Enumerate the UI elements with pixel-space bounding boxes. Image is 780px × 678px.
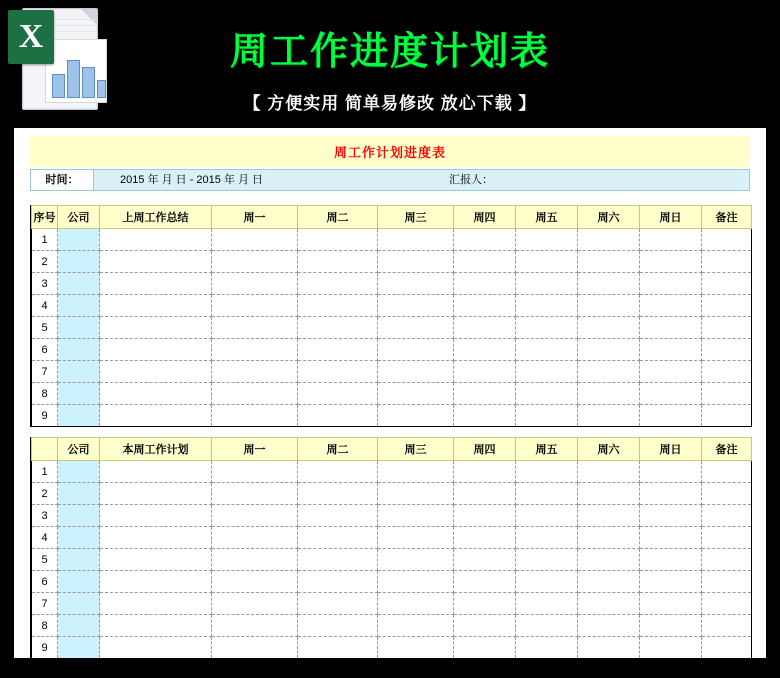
cell-remark[interactable] — [702, 505, 752, 527]
table-row — [32, 593, 752, 615]
cell-remark[interactable] — [702, 593, 752, 615]
th-sun: 周日 — [640, 438, 702, 461]
cell-input[interactable] — [640, 339, 702, 361]
cell-input[interactable] — [516, 593, 578, 615]
cell-input[interactable] — [100, 637, 212, 659]
cell-input[interactable] — [578, 251, 640, 273]
time-value[interactable]: 2015 年 月 日 - 2015 年 月 日 — [94, 170, 449, 190]
cell-input[interactable] — [454, 461, 516, 483]
cell-remark[interactable] — [702, 229, 752, 251]
last-week-table — [30, 205, 750, 427]
th-mon: 周一 — [212, 438, 298, 461]
cell-input[interactable] — [516, 317, 578, 339]
cell-remark[interactable] — [702, 339, 752, 361]
row-number: 7 — [32, 593, 58, 615]
th-sun: 周日 — [640, 206, 702, 229]
cell-input[interactable] — [578, 637, 640, 659]
cell-input[interactable] — [100, 571, 212, 593]
cell-input[interactable] — [298, 251, 378, 273]
th-company: 公司 — [58, 438, 100, 461]
row-number: 8 — [32, 383, 58, 405]
cell-input[interactable] — [640, 461, 702, 483]
cell-input[interactable] — [578, 461, 640, 483]
cell-input[interactable] — [378, 571, 454, 593]
th-fri: 周五 — [516, 438, 578, 461]
cell-input[interactable] — [578, 317, 640, 339]
row-number: 4 — [32, 527, 58, 549]
cell-input[interactable] — [298, 317, 378, 339]
table-row — [32, 549, 752, 571]
cell-input[interactable] — [516, 295, 578, 317]
cell-input[interactable] — [298, 383, 378, 405]
meta-row — [30, 169, 750, 191]
table-row — [32, 229, 752, 251]
cell-input[interactable] — [212, 505, 298, 527]
cell-input[interactable] — [212, 461, 298, 483]
page-title: 周工作进度计划表 — [229, 29, 550, 73]
row-number: 9 — [32, 405, 58, 427]
cell-input[interactable] — [578, 383, 640, 405]
cell-input[interactable] — [516, 361, 578, 383]
cell-input[interactable] — [578, 527, 640, 549]
reporter-label[interactable]: 汇报人： — [449, 170, 749, 190]
cell-input[interactable] — [454, 527, 516, 549]
cell-input[interactable] — [100, 505, 212, 527]
cell-company[interactable] — [58, 405, 100, 427]
cell-company[interactable] — [58, 339, 100, 361]
table-row — [32, 571, 752, 593]
cell-input[interactable] — [100, 461, 212, 483]
cell-company[interactable] — [58, 229, 100, 251]
cell-input[interactable] — [516, 273, 578, 295]
cell-input[interactable] — [212, 229, 298, 251]
cell-input[interactable] — [578, 505, 640, 527]
row-number: 6 — [32, 339, 58, 361]
th-tue: 周二 — [298, 438, 378, 461]
cell-input[interactable] — [516, 339, 578, 361]
cell-company[interactable] — [58, 317, 100, 339]
cell-input[interactable] — [454, 383, 516, 405]
cell-input[interactable] — [212, 637, 298, 659]
cell-input[interactable] — [378, 229, 454, 251]
row-number: 1 — [32, 229, 58, 251]
cell-input[interactable] — [640, 273, 702, 295]
cell-input[interactable] — [454, 229, 516, 251]
cell-input[interactable] — [516, 405, 578, 427]
cell-input[interactable] — [212, 273, 298, 295]
cell-input[interactable] — [640, 527, 702, 549]
cell-input[interactable] — [378, 251, 454, 273]
cell-company[interactable] — [58, 295, 100, 317]
cell-remark[interactable] — [702, 361, 752, 383]
cell-input[interactable] — [212, 571, 298, 593]
cell-input[interactable] — [100, 615, 212, 637]
cell-input[interactable] — [516, 615, 578, 637]
cell-input[interactable] — [516, 637, 578, 659]
cell-input[interactable] — [454, 593, 516, 615]
cell-input[interactable] — [100, 549, 212, 571]
row-number: 5 — [32, 549, 58, 571]
cell-input[interactable] — [298, 483, 378, 505]
th-summary: 上周工作总结 — [100, 206, 212, 229]
cell-remark[interactable] — [702, 571, 752, 593]
cell-input[interactable] — [516, 251, 578, 273]
cell-remark[interactable] — [702, 615, 752, 637]
table-row — [32, 295, 752, 317]
cell-input[interactable] — [378, 273, 454, 295]
cell-input[interactable] — [378, 615, 454, 637]
cell-input[interactable] — [378, 317, 454, 339]
table-row — [32, 383, 752, 405]
row-number: 4 — [32, 295, 58, 317]
cell-input[interactable] — [640, 383, 702, 405]
cell-input[interactable] — [454, 251, 516, 273]
poster-header — [0, 0, 780, 122]
row-number: 2 — [32, 483, 58, 505]
cell-input[interactable] — [298, 295, 378, 317]
cell-company[interactable] — [58, 383, 100, 405]
cell-input[interactable] — [378, 405, 454, 427]
cell-remark[interactable] — [702, 549, 752, 571]
row-number: 5 — [32, 317, 58, 339]
cell-input[interactable] — [212, 405, 298, 427]
cell-input[interactable] — [454, 615, 516, 637]
cell-input[interactable] — [100, 273, 212, 295]
cell-input[interactable] — [298, 361, 378, 383]
th-fri: 周五 — [516, 206, 578, 229]
cell-input[interactable] — [454, 505, 516, 527]
cell-input[interactable] — [378, 505, 454, 527]
cell-input[interactable] — [378, 527, 454, 549]
cell-input[interactable] — [578, 405, 640, 427]
cell-input[interactable] — [454, 549, 516, 571]
cell-input[interactable] — [298, 527, 378, 549]
th-sat: 周六 — [578, 206, 640, 229]
cell-input[interactable] — [454, 571, 516, 593]
cell-input[interactable] — [640, 637, 702, 659]
cell-company[interactable] — [58, 549, 100, 571]
cell-input[interactable] — [454, 317, 516, 339]
this-week-table — [30, 437, 750, 659]
th-company: 公司 — [58, 206, 100, 229]
cell-remark[interactable] — [702, 405, 752, 427]
cell-input[interactable] — [378, 461, 454, 483]
cell-input[interactable] — [100, 593, 212, 615]
table-row — [32, 405, 752, 427]
cell-company[interactable] — [58, 361, 100, 383]
cell-input[interactable] — [298, 505, 378, 527]
cell-company[interactable] — [58, 461, 100, 483]
cell-input[interactable] — [378, 339, 454, 361]
spreadsheet-preview — [14, 128, 766, 658]
cell-remark[interactable] — [702, 461, 752, 483]
cell-input[interactable] — [578, 229, 640, 251]
table-row — [32, 615, 752, 637]
th-wed: 周三 — [378, 206, 454, 229]
cell-input[interactable] — [454, 273, 516, 295]
cell-input[interactable] — [516, 549, 578, 571]
th-tue: 周二 — [298, 206, 378, 229]
cell-input[interactable] — [578, 615, 640, 637]
cell-input[interactable] — [100, 251, 212, 273]
cell-input[interactable] — [578, 571, 640, 593]
cell-input[interactable] — [212, 251, 298, 273]
cell-company[interactable] — [58, 483, 100, 505]
row-number: 2 — [32, 251, 58, 273]
cell-input[interactable] — [100, 527, 212, 549]
cell-input[interactable] — [212, 339, 298, 361]
cell-input[interactable] — [298, 339, 378, 361]
cell-input[interactable] — [516, 505, 578, 527]
cell-input[interactable] — [640, 317, 702, 339]
cell-input[interactable] — [578, 483, 640, 505]
cell-input[interactable] — [640, 295, 702, 317]
cell-input[interactable] — [100, 383, 212, 405]
cell-input[interactable] — [298, 637, 378, 659]
cell-input[interactable] — [578, 361, 640, 383]
cell-input[interactable] — [516, 383, 578, 405]
cell-input[interactable] — [212, 527, 298, 549]
cell-input[interactable] — [640, 549, 702, 571]
cell-remark[interactable] — [702, 637, 752, 659]
cell-input[interactable] — [298, 273, 378, 295]
cell-input[interactable] — [454, 405, 516, 427]
cell-input[interactable] — [640, 593, 702, 615]
cell-input[interactable] — [516, 527, 578, 549]
cell-input[interactable] — [640, 251, 702, 273]
cell-remark[interactable] — [702, 383, 752, 405]
cell-input[interactable] — [100, 361, 212, 383]
th-index: 序号 — [32, 206, 58, 229]
table-header-row — [32, 206, 752, 229]
cell-input[interactable] — [298, 571, 378, 593]
row-number: 8 — [32, 615, 58, 637]
cell-input[interactable] — [212, 549, 298, 571]
cell-remark[interactable] — [702, 483, 752, 505]
cell-input[interactable] — [212, 383, 298, 405]
th-mon: 周一 — [212, 206, 298, 229]
cell-input[interactable] — [640, 405, 702, 427]
page-subtitle: 【 方便实用 简单易修改 放心下载 】 — [243, 94, 537, 113]
th-plan: 本周工作计划 — [100, 438, 212, 461]
cell-input[interactable] — [640, 615, 702, 637]
th-remark: 备注 — [702, 206, 752, 229]
cell-input[interactable] — [298, 615, 378, 637]
th-thu: 周四 — [454, 206, 516, 229]
cell-input[interactable] — [378, 483, 454, 505]
cell-input[interactable] — [578, 549, 640, 571]
time-label: 时间： — [31, 170, 94, 190]
cell-input[interactable] — [212, 317, 298, 339]
cell-input[interactable] — [378, 637, 454, 659]
table-header-row — [32, 438, 752, 461]
cell-input[interactable] — [100, 483, 212, 505]
cell-company[interactable] — [58, 593, 100, 615]
cell-input[interactable] — [100, 405, 212, 427]
cell-input[interactable] — [212, 361, 298, 383]
excel-logo-letter: X — [8, 10, 54, 64]
cell-input[interactable] — [298, 549, 378, 571]
cell-input[interactable] — [516, 461, 578, 483]
document-title: 周工作计划进度表 — [30, 136, 750, 167]
cell-remark[interactable] — [702, 527, 752, 549]
cell-input[interactable] — [378, 295, 454, 317]
cell-input[interactable] — [298, 461, 378, 483]
cell-company[interactable] — [58, 571, 100, 593]
th-index — [32, 438, 58, 461]
table-row — [32, 317, 752, 339]
cell-input[interactable] — [454, 295, 516, 317]
cell-input[interactable] — [100, 317, 212, 339]
cell-remark[interactable] — [702, 317, 752, 339]
cell-input[interactable] — [516, 483, 578, 505]
row-number: 3 — [32, 505, 58, 527]
cell-company[interactable] — [58, 273, 100, 295]
row-number: 7 — [32, 361, 58, 383]
cell-company[interactable] — [58, 251, 100, 273]
cell-input[interactable] — [640, 505, 702, 527]
cell-input[interactable] — [640, 483, 702, 505]
table-row — [32, 273, 752, 295]
cell-remark[interactable] — [702, 251, 752, 273]
table-row — [32, 483, 752, 505]
cell-input[interactable] — [212, 615, 298, 637]
cell-input[interactable] — [212, 593, 298, 615]
table-row — [32, 461, 752, 483]
cell-input[interactable] — [640, 229, 702, 251]
th-sat: 周六 — [578, 438, 640, 461]
cell-input[interactable] — [100, 339, 212, 361]
row-number: 9 — [32, 637, 58, 659]
th-wed: 周三 — [378, 438, 454, 461]
table-row — [32, 527, 752, 549]
cell-input[interactable] — [454, 339, 516, 361]
cell-input[interactable] — [578, 273, 640, 295]
cell-input[interactable] — [578, 593, 640, 615]
th-remark: 备注 — [702, 438, 752, 461]
cell-input[interactable] — [516, 229, 578, 251]
cell-company[interactable] — [58, 615, 100, 637]
table-row — [32, 505, 752, 527]
cell-input[interactable] — [378, 549, 454, 571]
cell-input[interactable] — [298, 229, 378, 251]
cell-company[interactable] — [58, 505, 100, 527]
cell-input[interactable] — [454, 483, 516, 505]
row-number: 6 — [32, 571, 58, 593]
table-row — [32, 339, 752, 361]
cell-remark[interactable] — [702, 295, 752, 317]
cell-input[interactable] — [640, 361, 702, 383]
cell-input[interactable] — [454, 361, 516, 383]
cell-input[interactable] — [100, 295, 212, 317]
cell-input[interactable] — [378, 593, 454, 615]
th-thu: 周四 — [454, 438, 516, 461]
cell-company[interactable] — [58, 637, 100, 659]
cell-company[interactable] — [58, 527, 100, 549]
cell-input[interactable] — [578, 339, 640, 361]
row-number: 1 — [32, 461, 58, 483]
cell-input[interactable] — [454, 637, 516, 659]
row-number: 3 — [32, 273, 58, 295]
cell-input[interactable] — [298, 405, 378, 427]
table-row — [32, 637, 752, 659]
table-row — [32, 251, 752, 273]
cell-input[interactable] — [298, 593, 378, 615]
cell-input[interactable] — [212, 295, 298, 317]
cell-input[interactable] — [100, 229, 212, 251]
cell-input[interactable] — [578, 295, 640, 317]
table-row — [32, 361, 752, 383]
cell-input[interactable] — [516, 571, 578, 593]
cell-input[interactable] — [378, 361, 454, 383]
cell-input[interactable] — [378, 383, 454, 405]
cell-input[interactable] — [212, 483, 298, 505]
cell-remark[interactable] — [702, 273, 752, 295]
cell-input[interactable] — [640, 571, 702, 593]
